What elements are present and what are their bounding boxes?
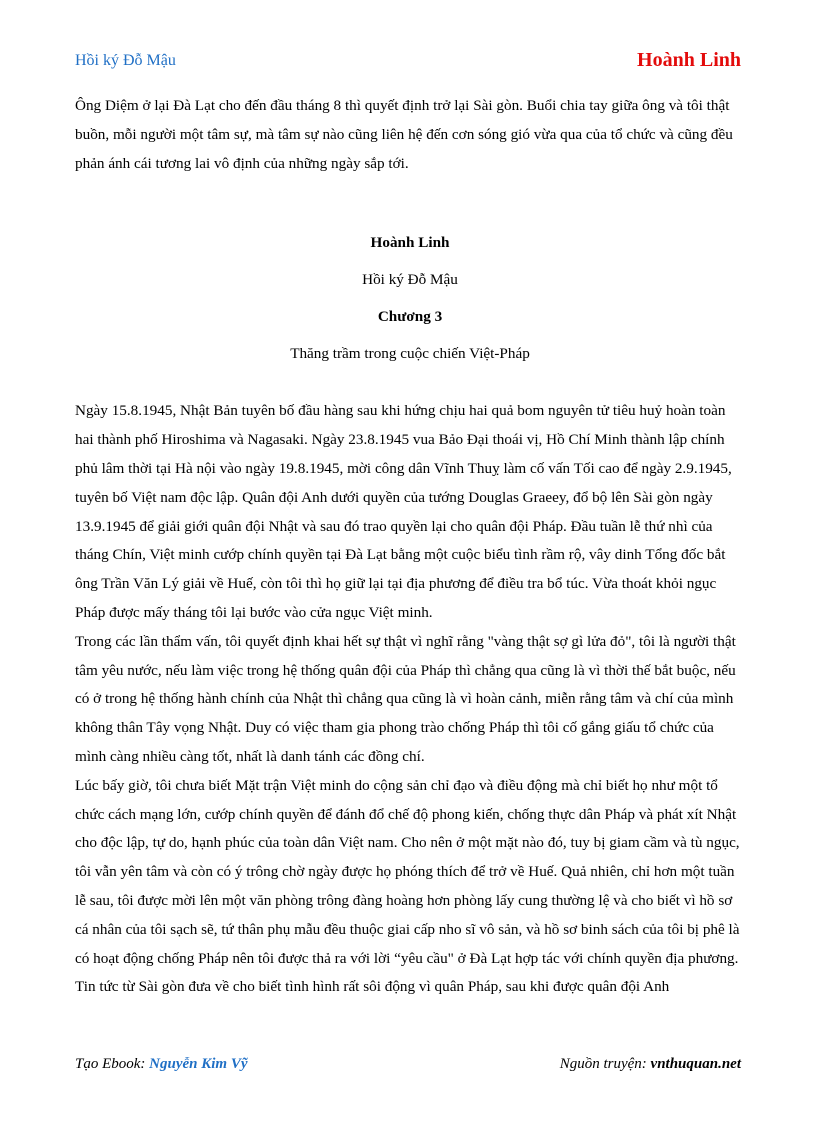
footer-ebook-label: Tạo Ebook — [75, 1056, 141, 1072]
footer-source-credit — [560, 1056, 741, 1073]
chapter-heading — [75, 224, 745, 372]
body-paragraph: Lúc bấy giờ, tôi chưa biết Mặt trận Việt minh do cộng sản chỉ đạo và điều động mà chỉ biết họ như một tổ chức cách mạng lớn, cướp chính quyền để đánh đổ chế độ phong kiến, chống thực dân Pháp và phát xít Nhật cho độc lập, tự do, hạnh phúc của toàn dân Việt nam. Cho nên ở một mặt nào đó, tuy bị giam cầm và tù ngục, tôi vẫn yên tâm và còn có ý trông chờ ngày được họ phóng thích để trở về Huế. Quả nhiên, chỉ hơn một tuần lễ sau, tôi được mời lên một văn phòng trông đàng hoàng hơn phòng lấy cung thường lệ và cho biết vì hồ sơ cá nhân của tôi sạch sẽ, tứ thân phụ mẫu đều thuộc giai cấp nho sĩ vô sản, và hồ sơ binh sách của tôi bị phê là có hoạt động chống Pháp nên tôi được thả ra với lời “yêu cầu" ở Đà Lạt hợp tác với chính quyền địa phương. — [75, 776, 740, 967]
chapter-number: Chương 3 — [377, 308, 443, 326]
page-content — [75, 92, 745, 1002]
footer-source-sep: : — [641, 1056, 651, 1072]
body-paragraph: Tin tức từ Sài gòn đưa về cho biết tình hình rất sôi động vì quân Pháp, sau khi được quân đội Anh — [75, 978, 670, 996]
chapter-author: Hoành Linh — [370, 234, 450, 252]
footer-source-site: vnthuquan.net — [650, 1056, 741, 1072]
footer-source-label: Nguồn truyện — [559, 1056, 642, 1072]
header-author: Hoành Linh — [637, 49, 741, 71]
footer-ebook-credit — [75, 1056, 248, 1073]
footer-ebook-sep: : — [140, 1056, 150, 1072]
body-paragraph: Trong các lần thẩm vấn, tôi quyết định khai hết sự thật vì nghĩ rằng "vàng thật sợ gì lửa đỏ", tôi là người thật tâm yêu nước, nếu làm việc trong hệ thống quân đội của Pháp thì chẳng qua cũng là vì thời thế bắt buộc, nếu có ở trong hệ thống hành chính của Nhật thì chẳng qua cũng là vì hoàn cảnh, miễn rằng tâm và chí của mình không thân Tây vọng Nhật. Duy có việc tham gia phong trào chống Pháp thì tôi cố gắng giấu tổ chức của mình càng nhiều càng tốt, nhất là danh tánh các đồng chí. — [75, 632, 736, 765]
body-paragraph: Ngày 15.8.1945, Nhật Bản tuyên bố đầu hàng sau khi hứng chịu hai quả bom nguyên tử tiêu huỷ hoàn toàn hai thành phố Hiroshima và Nagasaki. Ngày 23.8.1945 vua Bảo Đại thoái vị, Hồ Chí Minh thành lập chính phủ lâm thời tại Hà nội vào ngày 19.8.1945, mời công dân Vĩnh Thuỵ làm cố vấn Tối cao để ngày 2.9.1945, tuyên bố Việt nam độc lập. Quân đội Anh dưới quyền của tướng Douglas Graeey, đổ bộ lên Sài gòn ngày 13.9.1945 để giải giới quân đội Nhật và sau đó trao quyền lại cho quân đội Pháp. Đầu tuần lễ thứ nhì của tháng Chín, Việt minh cướp chính quyền tại Đà Lạt bằng một cuộc biểu tình rầm rộ, vây dinh Tổng đốc bắt ông Trần Văn Lý giải về Huế, còn tôi thì họ giữ lại tại địa phương để điều tra bổ túc. Vừa thoát khỏi ngục Pháp được mấy tháng tôi lại bước vào cửa ngục Việt minh. — [75, 402, 732, 621]
chapter-book-title: Hồi ký Đỗ Mậu — [362, 271, 458, 289]
chapter-title: Thăng trầm trong cuộc chiến Việt-Pháp — [290, 345, 530, 363]
header-book-title: Hồi ký Đỗ Mậu — [75, 52, 176, 69]
chapter-body — [75, 397, 745, 1002]
intro-paragraph: Ông Diệm ở lại Đà Lạt cho đến đầu tháng 8 thì quyết định trở lại Sài gòn. Buổi chia tay giữa ông và tôi thật buồn, mỗi người một tâm sự, mà tâm sự nào cũng liên hệ đến cơn sóng gió vừa qua của tổ chức và cũng đều phản ánh cái tương lai vô định của những ngày sắp tới. — [75, 97, 733, 172]
footer-ebook-name: Nguyễn Kim Vỹ — [149, 1056, 248, 1072]
